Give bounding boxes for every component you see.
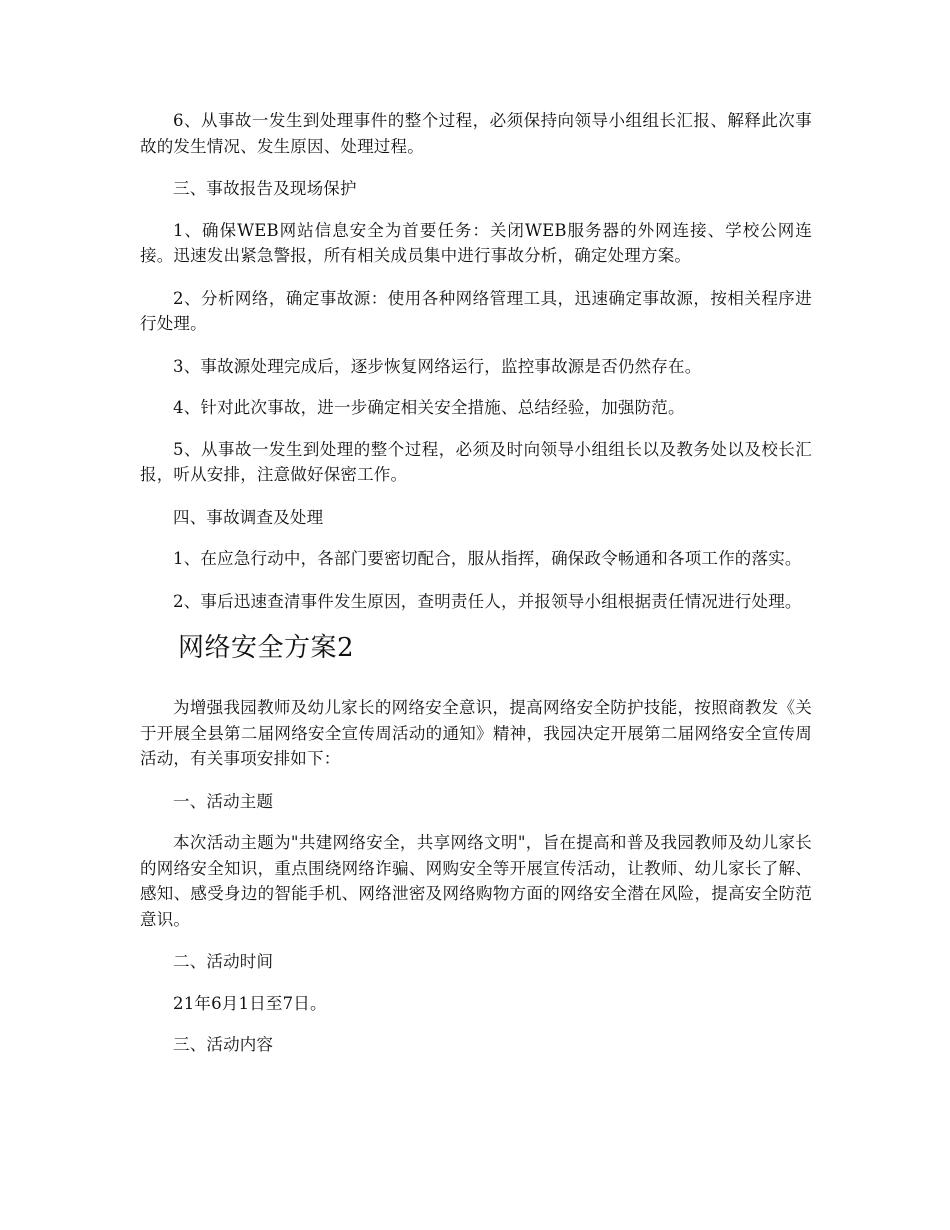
paragraph-cooperation: 1、在应急行动中，各部门要密切配合，服从指挥，确保政令畅通和各项工作的落实。 — [173, 549, 802, 568]
paragraph-security-measures: 4、针对此次事故，进一步确定相关安全措施、总结经验，加强防范。 — [173, 398, 685, 417]
heading-accident-investigation: 四、事故调查及处理 — [173, 507, 324, 527]
heading-activity-theme: 一、活动主题 — [173, 791, 274, 811]
paragraph-report-principal: 5、从事故一发生到处理的整个过程，必须及时向领导小组组长以及教务处以及校长汇报，听从安排，注意做好保密工作。 — [140, 439, 812, 484]
section-title: 网络安全方案2 — [178, 633, 355, 663]
paragraph-analyze-network: 2、分析网络，确定事故源：使用各种网络管理工具，迅速确定事故源，按相关程序进行处理。 — [140, 288, 812, 333]
paragraph-intro: 为增强我园教师及幼儿家长的网络安全意识，提高网络安全防护技能，按照商教发《关于开展全县第二届网络安全宣传周活动的通知》精神，我园决定开展第二届网络安全宣传周活动，有关事项安排如下： — [140, 698, 812, 768]
heading-accident-report: 三、事故报告及现场保护 — [173, 179, 357, 198]
document-page — [140, 108, 812, 1074]
paragraph-find-cause: 2、事后迅速查清事件发生原因，查明责任人，并报领导小组根据责任情况进行处理。 — [173, 591, 802, 611]
heading-activity-content: 三、活动内容 — [173, 1035, 274, 1054]
paragraph-time-content: 21年6月1日至7日。 — [173, 993, 327, 1013]
paragraph-item-6-report: 6、从事故一发生到处理事件的整个过程，必须保持向领导小组组长汇报、解释此次事故的发生情况、发生原因、处理过程。 — [140, 111, 812, 156]
paragraph-restore-network: 3、事故源处理完成后，逐步恢复网络运行，监控事故源是否仍然存在。 — [173, 356, 702, 376]
heading-activity-time: 二、活动时间 — [173, 952, 274, 971]
paragraph-theme-content: 本次活动主题为"共建网络安全，共享网络文明"，旨在提高和普及我园教师及幼儿家长的网络安全知识，重点围绕网络诈骗、网购安全等开展宣传活动，让教师、幼儿家长了解、感知、感受身边的智能手机、网络泄密及网络购物方面的网络安全潜在风险，提高安全防范意识。 — [140, 833, 812, 929]
paragraph-web-security: 1、确保WEB网站信息安全为首要任务：关闭WEB服务器的外网连接、学校公网连接。迅速发出紧急警报，所有相关成员集中进行事故分析，确定处理方案。 — [140, 220, 812, 265]
